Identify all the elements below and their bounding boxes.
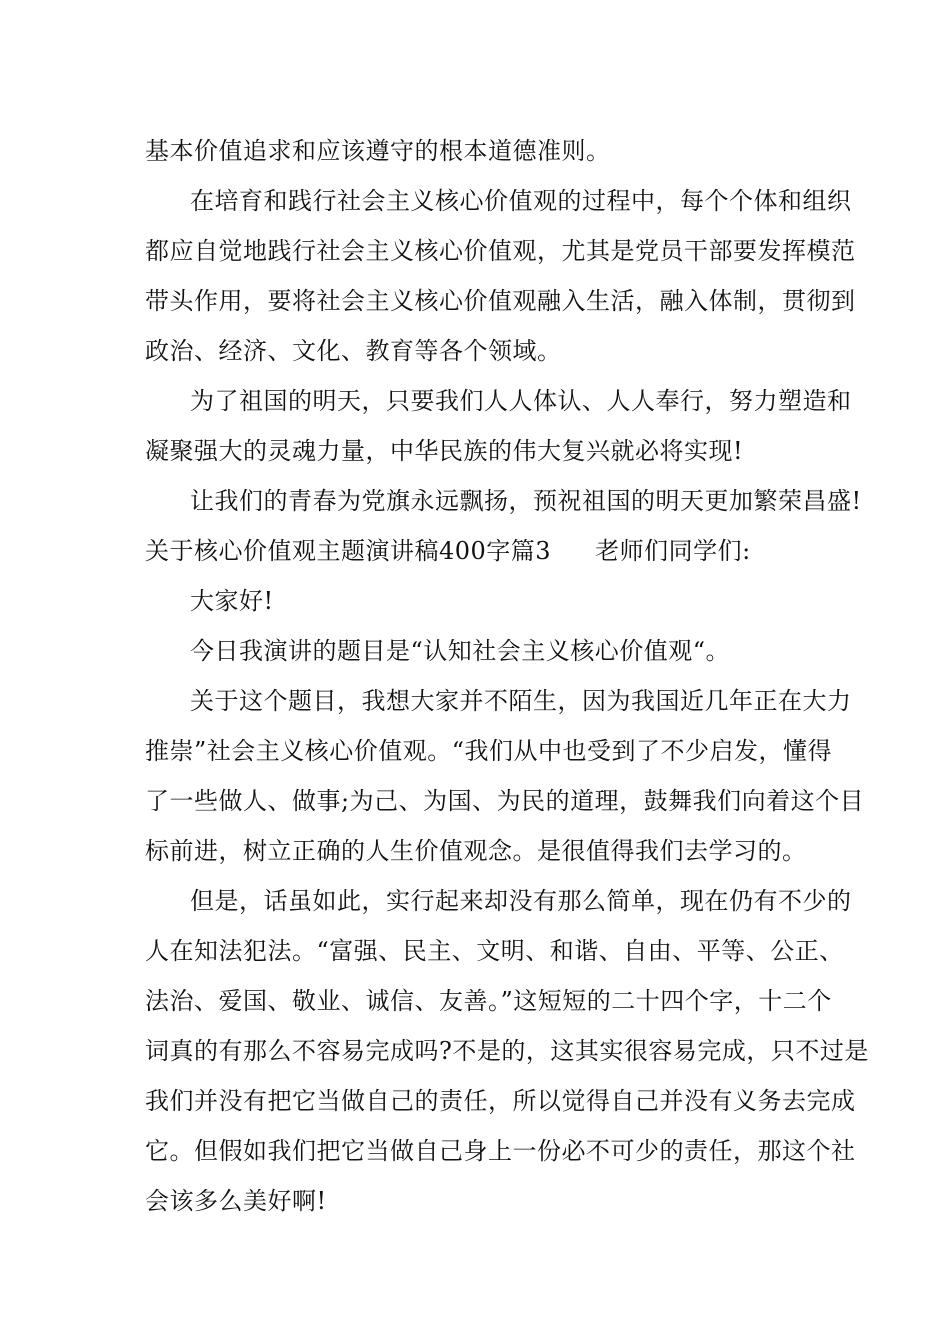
text-line: 会该多么美好啊! <box>145 1187 327 1215</box>
text-line: 政治、经济、文化、教育等各个领域。 <box>145 337 562 365</box>
text-line: 人在知法犯法。“富强、民主、文明、和谐、自由、平等、公正、 <box>145 937 844 965</box>
text-line: 让我们的青春为党旗永远飘扬，预祝祖国的明天更加繁荣昌盛! <box>190 487 862 515</box>
text-line: 带头作用，要将社会主义核心价值观融入生活，融入体制，贯彻到 <box>145 287 856 315</box>
text-line: 了一些做人、做事;为己、为国、为民的道理，鼓舞我们向着这个目 <box>145 787 865 815</box>
text-line: 在培育和践行社会主义核心价值观的过程中，每个个体和组织 <box>190 187 852 215</box>
text-line: 推崇”社会主义核心价值观。“我们从中也受到了不少启发，懂得 <box>145 737 833 765</box>
text-line: 为了祖国的明天，只要我们人人体认、人人奉行，努力塑造和 <box>190 387 852 415</box>
text-line: 关于这个题目，我想大家并不陌生，因为我国近几年正在大力 <box>190 687 852 715</box>
text-line: 它。但假如我们把它当做自己身上一份必不可少的责任，那这个社 <box>145 1137 856 1165</box>
text-line: 词真的有那么不容易完成吗?不是的，这其实很容易完成，只不过是 <box>145 1037 869 1065</box>
text-line: 凝聚强大的灵魂力量，中华民族的伟大复兴就必将实现! <box>145 437 744 465</box>
section-heading-line <box>145 536 751 566</box>
text-line: 基本价值追求和应该遵守的根本道德准则。 <box>145 137 611 165</box>
text-line: 但是，话虽如此，实行起来却没有那么简单，现在仍有不少的 <box>190 887 852 915</box>
text-line: 大家好! <box>190 587 274 615</box>
text-line: 标前进，树立正确的人生价值观念。是很值得我们去学习的。 <box>145 837 807 865</box>
section-heading: 关于核心价值观主题演讲稿400字篇3 <box>145 537 552 565</box>
text-line: 我们并没有把它当做自己的责任，所以觉得自己并没有义务去完成 <box>145 1087 856 1115</box>
text-line: 都应自觉地践行社会主义核心价值观，尤其是党员干部要发挥模范 <box>145 237 856 265</box>
text-line: 今日我演讲的题目是“认知社会主义核心价值观“。 <box>190 637 731 665</box>
text-line: 法治、爱国、敬业、诚信、友善。”这短短的二十四个字，十二个 <box>145 987 832 1015</box>
salutation: 老师们同学们: <box>595 537 751 565</box>
